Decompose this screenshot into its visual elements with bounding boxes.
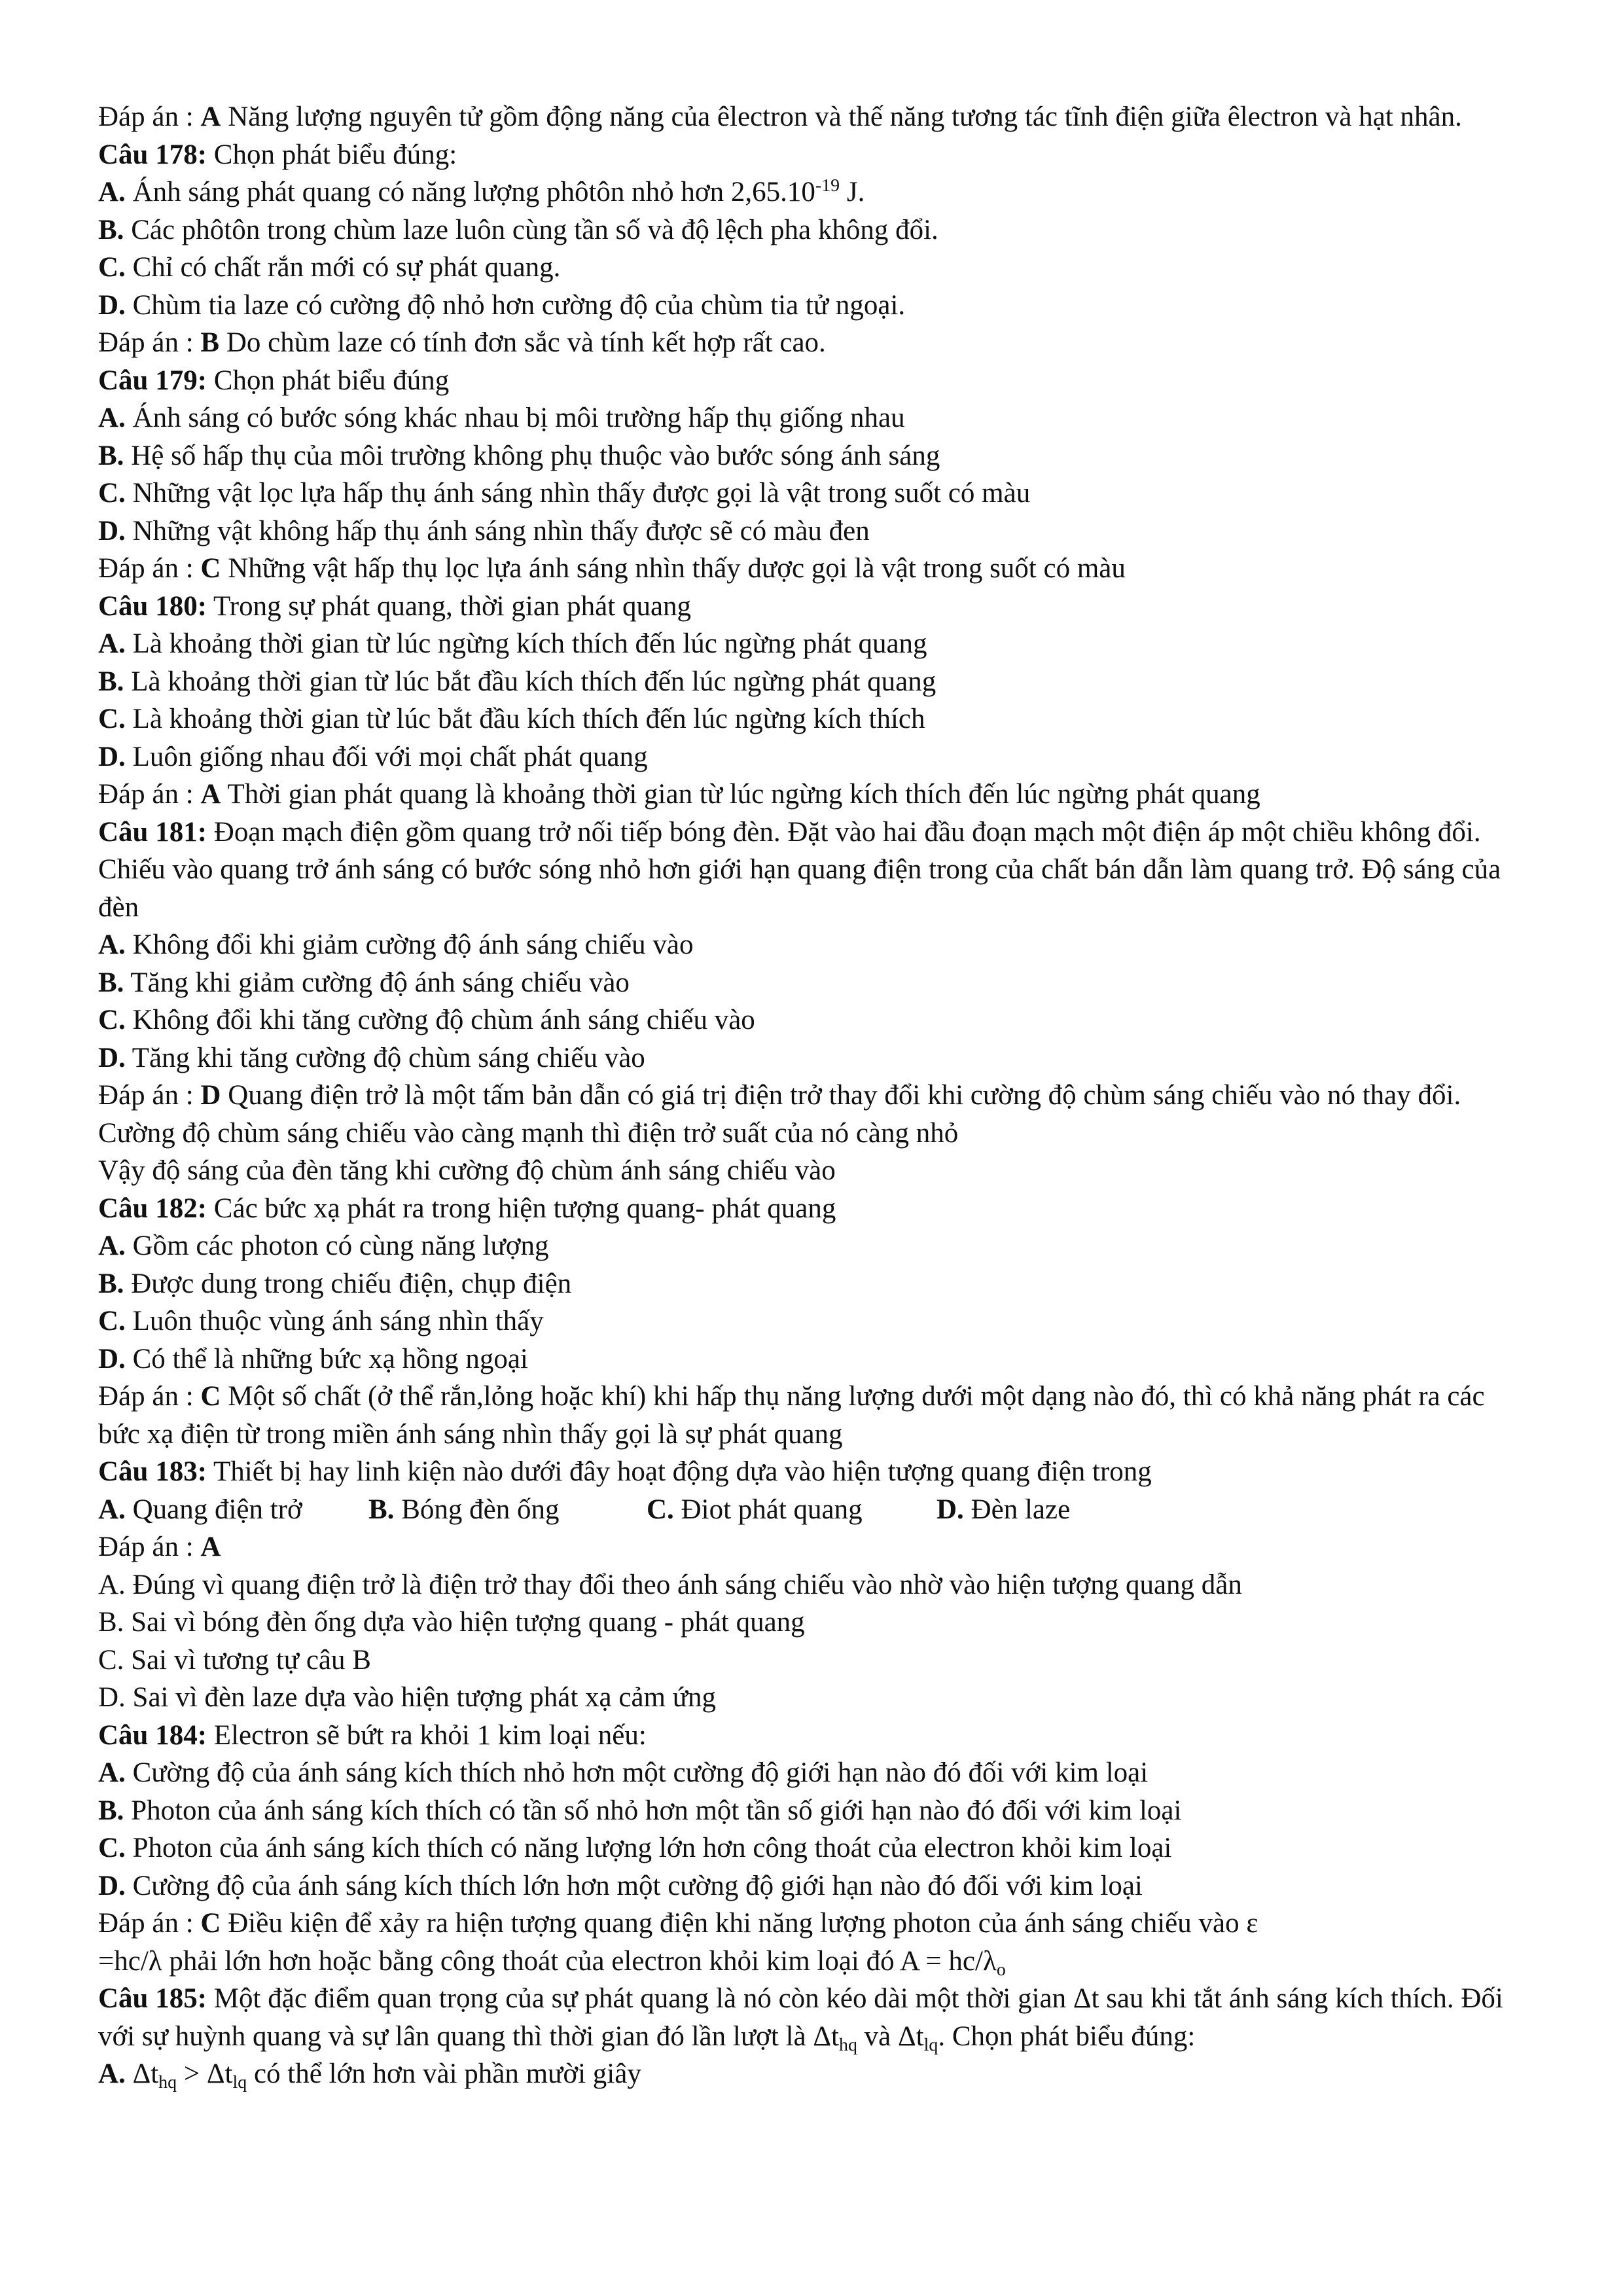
answer-181-extra: Vậy độ sáng của đèn tăng khi cường độ chùm ánh sáng chiếu vào [98, 1155, 836, 1186]
question-stem: Chọn phát biểu đúng: [207, 139, 457, 170]
option-label: A. [98, 1230, 126, 1261]
option-text: Gồm các photon có cùng năng lượng [125, 1230, 549, 1261]
question-label: Câu 182: [98, 1193, 207, 1224]
question-label: Câu 181: [98, 816, 207, 848]
option-text: Chỉ có chất rắn mới có sự phát quang. [125, 252, 561, 283]
option-text: Tăng khi giảm cường độ ánh sáng chiếu vào [124, 967, 630, 998]
option-label: D. [98, 515, 126, 547]
option-c [98, 700, 1525, 738]
option-d [936, 1491, 1070, 1529]
explanation-a: A. Đúng vì quang điện trở là điện trở thay đổi theo ánh sáng chiếu vào nhờ vào hiện tượng quang dẫn [98, 1569, 1242, 1600]
option-text: Bóng đèn ống [394, 1494, 560, 1525]
answer-key: A [200, 1532, 221, 1562]
option-label: D. [936, 1494, 964, 1525]
question-183 [98, 1453, 1525, 1491]
options-row [98, 1491, 1525, 1529]
answer-key: C [200, 553, 221, 584]
option-text: Ánh sáng có bước sóng khác nhau bị môi trường hấp thụ giống nhau [125, 403, 905, 433]
answer-intro [98, 98, 1525, 136]
answer-text: Một số chất (ở thể rắn,lỏng hoặc khí) khi hấp thụ năng lượng dưới một dạng nào đó, thì có khả năng phát ra các bức xạ điện từ trong miền ánh sáng nhìn thấy gọi là sự phát quang [98, 1381, 1485, 1450]
option-label: C. [98, 478, 126, 509]
option-label: A. [98, 1494, 126, 1525]
question-stem: Electron sẽ bứt ra khỏi 1 kim loại nếu: [207, 1719, 647, 1751]
option-label: A. [98, 177, 126, 207]
answer-key: A [200, 779, 221, 810]
question-180 [98, 588, 1525, 626]
option-label: C. [98, 704, 126, 734]
option-a [98, 2055, 1525, 2093]
option-text: Điot phát quang [673, 1494, 863, 1525]
answer-prefix: Đáp án : [98, 1532, 201, 1562]
option-c [98, 1001, 1525, 1039]
option-c [647, 1491, 936, 1529]
subscript: hq [838, 2034, 857, 2055]
option-a [98, 926, 1525, 964]
option-c [98, 1302, 1525, 1340]
answer-text: Điều kiện để xảy ra hiện tượng quang điện khi năng lượng photon của ánh sáng chiếu vào ε [221, 1908, 1258, 1939]
option-a [98, 1491, 368, 1529]
subscript: o [996, 1959, 1006, 1980]
question-stem: Thiết bị hay linh kiện nào dưới đây hoạt động dựa vào hiện tượng quang điện trong [207, 1456, 1152, 1487]
option-c [98, 1829, 1525, 1867]
option-text: Quang điện trở [125, 1494, 302, 1525]
option-text: Không đổi khi tăng cường độ chùm ánh sáng chiếu vào [125, 1005, 755, 1035]
option-label: C. [98, 1833, 126, 1863]
option-text: Ánh sáng phát quang có năng lượng phôtôn nhỏ hơn 2,65.10 [125, 177, 815, 207]
question-stem: Chọn phát biểu đúng [207, 365, 450, 396]
answer-key: B [200, 327, 220, 358]
option-text: Những vật lọc lựa hấp thụ ánh sáng nhìn thấy được gọi là vật trong suốt có màu [125, 478, 1031, 509]
option-label: B. [98, 1268, 124, 1299]
answer-179 [98, 550, 1525, 588]
option-text: Luôn giống nhau đối với mọi chất phát quang [125, 741, 648, 772]
explanation-b: B. Sai vì bóng đèn ống dựa vào hiện tượng quang - phát quang [98, 1607, 805, 1638]
option-text: Tăng khi tăng cường độ chùm sáng chiếu vào [125, 1042, 645, 1073]
answer-180 [98, 776, 1525, 814]
option-label: B. [98, 1795, 124, 1826]
option-d [98, 1340, 1525, 1378]
option-label: C. [647, 1494, 674, 1525]
option-label: A. [98, 2058, 126, 2089]
answer-181 [98, 1077, 1525, 1152]
option-text: Có thể là những bức xạ hồng ngoại [125, 1343, 528, 1374]
option-b [98, 211, 1525, 249]
option-c [98, 475, 1525, 512]
question-stem: Đoạn mạch điện gồm quang trở nối tiếp bóng đèn. Đặt vào hai đầu đoạn mạch một điện áp một chiều không đổi. Chiếu vào quang trở ánh sáng có bước sóng nhỏ hơn giới hạn quang điện trong của chất bán dẫn làm quang trở. Độ sáng của đèn [98, 816, 1501, 923]
option-d [98, 512, 1525, 550]
option-b [98, 1792, 1525, 1830]
option-text: Được dung trong chiếu điện, chụp điện [124, 1268, 572, 1299]
answer-prefix: Đáp án : [98, 779, 201, 810]
answer-178 [98, 324, 1525, 362]
option-text: Δt [125, 2058, 159, 2089]
option-label: B. [368, 1494, 395, 1525]
option-text: Cường độ của ánh sáng kích thích lớn hơn một cường độ giới hạn nào đó đối với kim loại [125, 1870, 1143, 1901]
exponent: -19 [815, 175, 840, 196]
answer-key: C [200, 1908, 221, 1939]
question-stem: Một đặc điểm quan trọng của sự phát quang là nó còn kéo dài một thời gian Δt sau khi tắt ánh sáng kích thích. Đối với sự huỳnh quang và sự lân quang thì thời gian đó lần lượt là Δt [98, 1983, 1503, 2052]
option-label: A. [98, 403, 126, 433]
option-label: C. [98, 1005, 126, 1035]
option-label: C. [98, 252, 126, 283]
option-b [98, 964, 1525, 1002]
question-label: Câu 184: [98, 1719, 207, 1751]
option-text-tail: J. [840, 177, 865, 207]
question-182 [98, 1190, 1525, 1228]
option-b [98, 1265, 1525, 1303]
answer-key: D [200, 1080, 221, 1111]
option-a [98, 1227, 1525, 1265]
answer-prefix: Đáp án : [98, 1080, 201, 1111]
answer-prefix: Đáp án : [98, 327, 201, 358]
answer-text: Do chùm laze có tính đơn sắc và tính kết hợp rất cao. [219, 327, 826, 358]
option-text: Đèn laze [963, 1494, 1071, 1525]
option-text: Không đổi khi giảm cường độ ánh sáng chiếu vào [125, 929, 694, 960]
option-label: A. [98, 628, 126, 659]
option-a [98, 173, 1525, 211]
option-text: Chùm tia laze có cường độ nhỏ hơn cường độ của chùm tia tử ngoại. [125, 289, 906, 321]
subscript: lq [923, 2034, 938, 2055]
option-label: C. [98, 1306, 126, 1336]
question-178 [98, 136, 1525, 174]
option-b [98, 663, 1525, 701]
option-label: D. [98, 1042, 126, 1073]
option-label: B. [98, 666, 124, 697]
answer-prefix: Đáp án : [98, 553, 201, 584]
option-text: Hệ số hấp thụ của môi trường không phụ thuộc vào bước sóng ánh sáng [124, 440, 940, 471]
option-text: Là khoảng thời gian từ lúc bắt đầu kích thích đến lúc ngừng kích thích [125, 704, 925, 734]
subscript: lq [232, 2072, 247, 2093]
answer-text: =hc/λ phải lớn hơn hoặc bằng công thoát của electron khỏi kim loại đó A = hc/λ [98, 1945, 997, 1977]
answer-text: Những vật hấp thụ lọc lựa ánh sáng nhìn thấy dược gọi là vật trong suốt có màu [221, 553, 1126, 584]
option-text: Những vật không hấp thụ ánh sáng nhìn thấy được sẽ có màu đen [125, 515, 870, 547]
option-label: D. [98, 741, 126, 772]
option-text: Photon của ánh sáng kích thích có năng lượng lớn hơn công thoát của electron khỏi kim loại [125, 1833, 1172, 1863]
option-label: A. [98, 929, 126, 960]
question-185 [98, 1980, 1525, 2055]
option-label: D. [98, 289, 126, 321]
answer-prefix: Đáp án : [98, 1908, 201, 1939]
option-label: B. [98, 440, 124, 471]
question-label: Câu 179: [98, 365, 207, 396]
answer-182 [98, 1378, 1525, 1453]
option-label: B. [98, 214, 124, 245]
question-184 [98, 1717, 1525, 1755]
option-text: Là khoảng thời gian từ lúc ngừng kích thích đến lúc ngừng phát quang [125, 628, 927, 659]
explanation-d: D. Sai vì đèn laze dựa vào hiện tượng phát xạ cảm ứng [98, 1682, 717, 1713]
option-d [98, 1039, 1525, 1077]
answer-prefix: Đáp án : [98, 1381, 201, 1412]
answer-184 [98, 1905, 1525, 1943]
option-b [98, 437, 1525, 475]
answer-key: C [200, 1381, 221, 1412]
option-c [98, 249, 1525, 287]
question-179 [98, 362, 1525, 400]
option-label: A. [98, 1757, 126, 1788]
question-181 [98, 814, 1525, 927]
subscript: hq [158, 2072, 177, 2093]
question-stem: Trong sự phát quang, thời gian phát quang [207, 590, 692, 622]
question-stem: và Δt [857, 2020, 924, 2052]
option-text: > Δt [177, 2058, 233, 2089]
answer-183 [98, 1528, 1525, 1566]
option-text: có thể lớn hơn vài phần mười giây [247, 2058, 641, 2089]
option-a [98, 1754, 1525, 1792]
option-a [98, 625, 1525, 663]
option-d [98, 287, 1525, 325]
explanation-c: C. Sai vì tương tự câu B [98, 1644, 371, 1676]
option-label: D. [98, 1870, 126, 1901]
option-d [98, 1867, 1525, 1905]
answer-184-formula [98, 1943, 1525, 1981]
option-text: Luôn thuộc vùng ánh sáng nhìn thấy [125, 1306, 544, 1336]
answer-prefix: Đáp án : [98, 101, 201, 132]
option-label: B. [98, 967, 124, 998]
option-a [98, 399, 1525, 437]
question-label: Câu 180: [98, 590, 207, 622]
answer-text: Thời gian phát quang là khoảng thời gian từ lúc ngừng kích thích đến lúc ngừng phát quang [221, 779, 1260, 810]
question-label: Câu 183: [98, 1456, 207, 1487]
option-d [98, 738, 1525, 776]
question-stem: . Chọn phát biểu đúng: [938, 2020, 1196, 2052]
option-label: D. [98, 1343, 126, 1374]
question-label: Câu 178: [98, 139, 207, 170]
option-text: Photon của ánh sáng kích thích có tần số nhỏ hơn một tần số giới hạn nào đó đối với kim loại [124, 1795, 1182, 1826]
option-text: Là khoảng thời gian từ lúc bắt đầu kích thích đến lúc ngừng phát quang [124, 666, 936, 697]
answer-text: Quang điện trở là một tấm bản dẫn có giá trị điện trở thay đổi khi cường độ chùm sáng chiếu vào nó thay đổi. Cường độ chùm sáng chiếu vào càng mạnh thì điện trở suất của nó càng nhỏ [98, 1080, 1461, 1149]
answer-key: A [200, 101, 221, 132]
question-label: Câu 185: [98, 1983, 207, 2014]
answer-text: Năng lượng nguyên tử gồm động năng của êlectron và thế năng tương tác tĩnh điện giữa êlectron và hạt nhân. [221, 101, 1462, 132]
option-text: Cường độ của ánh sáng kích thích nhỏ hơn một cường độ giới hạn nào đó đối với kim loại [125, 1757, 1149, 1788]
option-b [368, 1491, 647, 1529]
option-text: Các phôtôn trong chùm laze luôn cùng tần số và độ lệch pha không đổi. [124, 214, 938, 245]
question-stem: Các bức xạ phát ra trong hiện tượng quang- phát quang [207, 1193, 836, 1224]
